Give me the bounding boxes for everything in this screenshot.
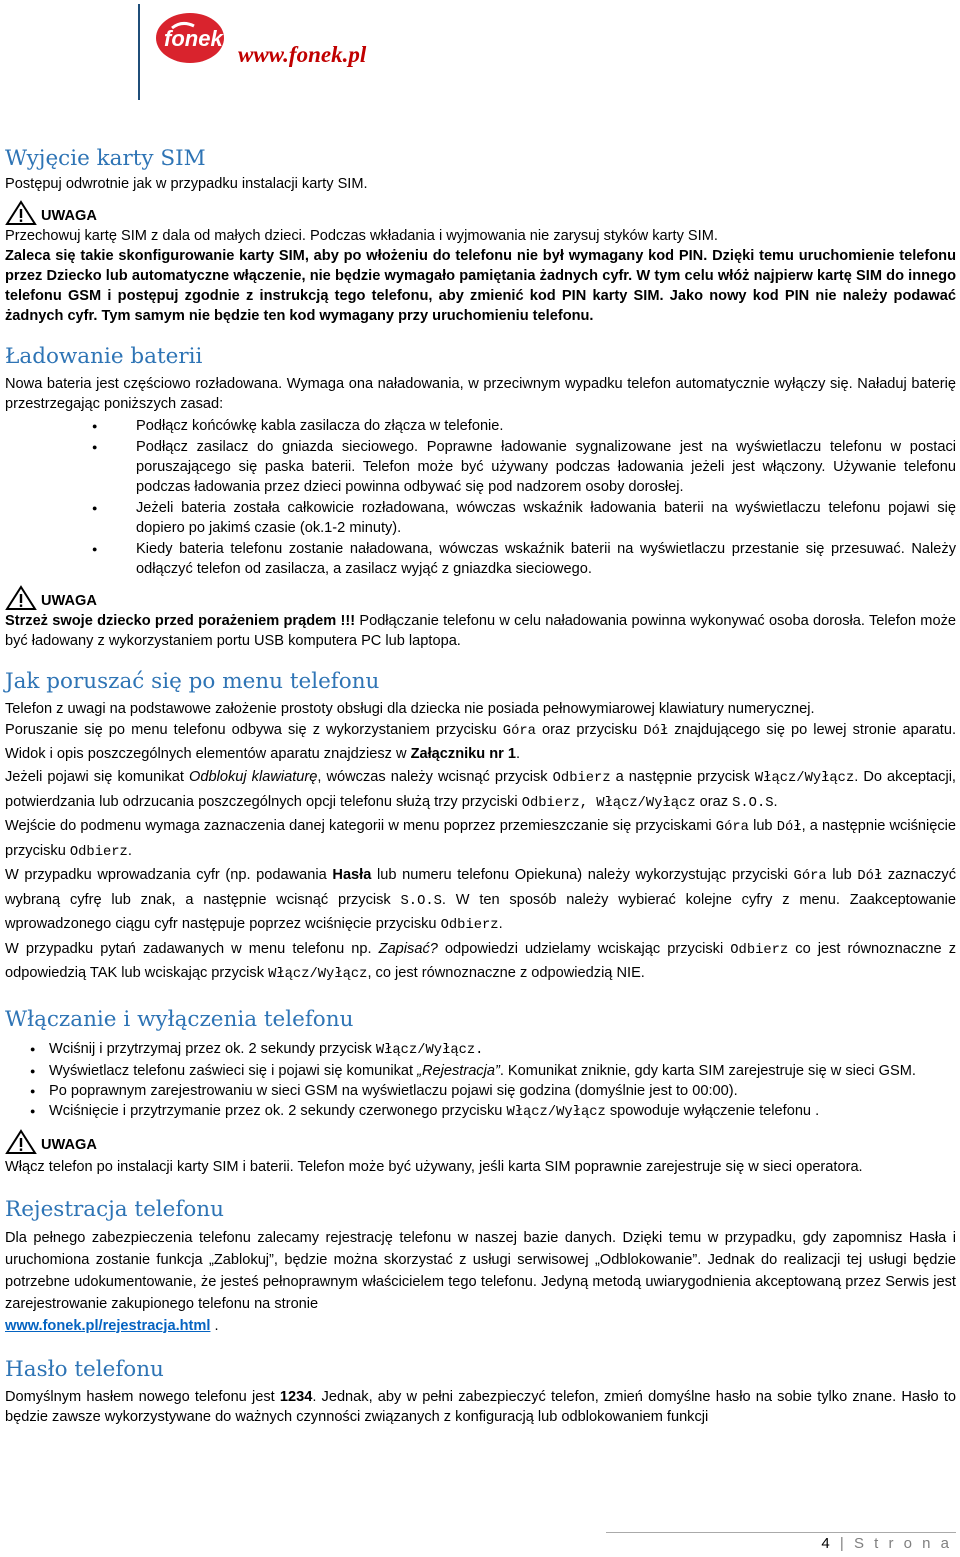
fonek-logo (152, 10, 242, 74)
paragraph: Postępuj odwrotnie jak w przypadku instalacji karty SIM. (5, 176, 368, 192)
section-title-password: Hasło telefonu (5, 1356, 164, 1382)
warning-icon (5, 585, 37, 611)
list-item: ● Podłącz zasilacz do gniazda sieciowego. Poprawne ładowanie sygnalizowane jest na wyświetlaczu telefonu w postaci poruszającego się paska baterii. Telefon może być używany podczas ładowania jeżeli jest włączony. Używanie telefonu podczas ładowania przez dzieci powinna odbywać się pod nadzorem osoby dorosłej. (5, 437, 956, 497)
paragraph: Poruszanie się po menu telefonu odbywa się z wykorzystaniem przycisku Góra oraz przycisku Dół znajdującego się po lewej stronie aparatu. Widok i opis poszczególnych elementów aparatu znajdziesz w Załączniku nr 1. (5, 722, 957, 762)
power-list (5, 1039, 956, 1123)
paragraph-sim-pin: Zaleca się takie skonfigurowanie karty SIM, aby po włożeniu do telefonu nie był wymagany kod PIN. Dzięki temu uruchomienie telefonu przez Dziecko lub automatyczne włączenie, nie będzie wymagało pamiętania żadnych cyfr. W tym celu włóż najpierw kartę SIM do innego telefonu GSM i postępuj zgodnie z instrukcją tego telefonu, aby zmienić kod PIN karty SIM. Jako nowy kod PIN nie należy podawać żadnych cyfr. Tym samym nie będzie ten kod wymagany przy uruchomieniu telefonu. (5, 248, 957, 324)
warning-icon (5, 200, 37, 226)
warning-label: UWAGA (41, 208, 97, 224)
battery-list (5, 416, 956, 579)
paragraph: Strzeż swoje dziecko przed porażeniem prądem !!! Podłączanie telefonu w celu naładowania powinna wykonywać osoba dorosła. Telefon może być ładowany z wykorzystaniem portu USB komputera PC lub laptopa. (5, 613, 956, 649)
paragraph: W przypadku wprowadzania cyfr (np. podawania Hasła lub numeru telefonu Opiekuna) należy wykorzystując przyciski Góra lub Dół zaznaczyć wybraną cyfrę lub znak, a następnie wcisnąć przycisk S.O.S. W ten sposób należy wybierać kolejne cyfry z menu. Zaakceptowanie wprowadzonego ciągu cyfr następuje poprzez wciśnięcie przycisku Odbierz. (5, 867, 957, 933)
paragraph: Telefon z uwagi na podstawowe założenie prostoty obsługi dla dziecka nie posiada pełnowymiarowej klawiatury numerycznej. (5, 701, 815, 717)
registration-link[interactable]: www.fonek.pl/rejestracja.html (5, 1317, 211, 1334)
header-divider (138, 4, 140, 100)
paragraph: Przechowuj kartę SIM z dala od małych dzieci. Podczas wkładania i wyjmowania nie zarysuj styków karty SIM. (5, 228, 718, 244)
section-title-battery: Ładowanie baterii (5, 344, 203, 369)
warning-label: UWAGA (41, 1136, 97, 1153)
document-body (5, 140, 956, 1427)
list-item: ● Wciśnięcie i przytrzymanie przez ok. 2 sekundy czerwonego przycisku Włącz/Wyłącz spowoduje wyłączenie telefonu . (5, 1101, 956, 1123)
warning-block (5, 1125, 956, 1155)
svg-text:fonek: fonek (164, 26, 223, 51)
paragraph: Jeżeli pojawi się komunikat Odblokuj klawiaturę, wówczas należy wcisnąć przycisk Odbierz a następnie przycisk Włącz/Wyłącz. Do akceptacji, potwierdzania lub odrzucania poszczególnych opcji telefonu służą trzy przyciski Odbierz, Włącz/Wyłącz oraz S.O.S. (5, 769, 956, 811)
paragraph: Wejście do podmenu wymaga zaznaczenia danej kategorii w menu poprzez przemieszczanie się przyciskami Góra lub Dół, a następnie wciśnięcie przycisku Odbierz. (5, 818, 956, 860)
section-title-sim: Wyjęcie karty SIM (5, 146, 206, 171)
warning-icon (5, 1129, 37, 1155)
paragraph: Dla pełnego zabezpieczenia telefonu zalecamy rejestrację telefonu w naszej bazie danych. Dzięki temu w przypadku, gdy zapomnisz Hasła i uruchomiona zostanie funkcja „Zablokuj”, będzie można skorzystać z usługi serwisowej „Odblokowanie”. Jednak do realizacji tej usługi będzie potrzebne udokumentowanie, że jesteś pełnoprawnym właścicielem tego telefonu. Jedyną metodą uwiarygodnienia akceptowaną przez Serwis jest zarejestrowanie zakupionego telefonu na stronie www.fonek.pl/rejestracja.html . (5, 1229, 956, 1334)
list-item: ● Wyświetlacz telefonu zaświeci się i pojawi się komunikat „Rejestracja”. Komunikat zniknie, gdy karta SIM zarejestruje się w sieci GSM. (5, 1061, 956, 1081)
footer-divider (606, 1532, 956, 1533)
paragraph: Nowa bateria jest częściowo rozładowana. Wymaga ona naładowania, w przeciwnym wypadku telefon automatycznie wyłączy się. Naładuj baterię przestrzegając poniższych zasad: (5, 376, 956, 412)
list-item: ● Wciśnij i przytrzymaj przez ok. 2 sekundy przycisk Włącz/Wyłącz. (5, 1039, 956, 1061)
list-item: ● Po poprawnym zarejestrowaniu w sieci GSM na wyświetlaczu pojawi się godzina (domyślnie jest to 00:00). (5, 1081, 956, 1101)
warning-block (5, 581, 956, 611)
paragraph: W przypadku pytań zadawanych w menu telefonu np. Zapisać? odpowiedzi udzielamy wciskając przyciski Odbierz co jest równoznaczne z odpowiedzią TAK lub wciskając przycisk Włącz/Wyłącz, co jest równoznaczne z odpowiedzią NIE. (5, 940, 956, 982)
list-item: ● Podłącz końcówkę kabla zasilacza do złącza w telefonie. (5, 416, 956, 436)
section-title-power: Włączanie i wyłączenia telefonu (5, 1006, 354, 1032)
site-url[interactable]: www.fonek.pl (238, 42, 367, 67)
warning-label: UWAGA (41, 593, 97, 609)
section-title-registration: Rejestracja telefonu (5, 1196, 224, 1222)
list-item: ● Kiedy bateria telefonu zostanie naładowana, wówczas wskaźnik baterii na wyświetlaczu przestanie się przesuwać. Należy odłączyć telefon od zasilacza, a zasilacz wyjąć z gniazdka sieciowego. (5, 539, 956, 579)
section-title-menu: Jak poruszać się po menu telefonu (5, 669, 380, 694)
warning-block (5, 196, 956, 226)
list-item: ● Jeżeli bateria została całkowicie rozładowana, wówczas wskaźnik ładowania baterii na wyświetlaczu telefonu pojawi się dopiero po jakimś czasie (ok.1-2 minuty). (5, 498, 956, 538)
paragraph: Włącz telefon po instalacji karty SIM i baterii. Telefon może być używany, jeśli karta SIM poprawnie zarejestruje się w sieci operatora. (5, 1158, 863, 1175)
page-number: 4 | S t r o n a (821, 1535, 952, 1552)
paragraph: Domyślnym hasłem nowego telefonu jest 1234. Jednak, aby w pełni zabezpieczyć telefon, zmień domyślne hasło na sobie tylko znane. Hasło to będzie zawsze wykorzystywane do ważnych czynności związanych z konfiguracją lub odblokowaniem funkcji (5, 1388, 956, 1425)
